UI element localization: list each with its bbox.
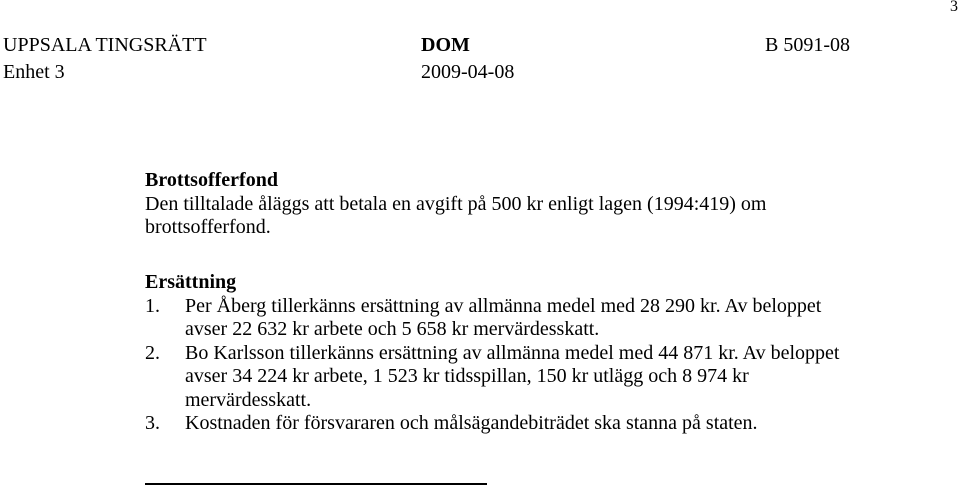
document-type-block (421, 32, 514, 86)
court-block (3, 32, 207, 86)
court-name: UPPSALA TINGSRÄTT (3, 34, 207, 56)
list-item-text: Per Åberg tillerkänns ersättning av allmänna medel med 28 290 kr. Av beloppet avser 22 632 kr arbete och 5 658 kr mervärdesskatt. (185, 294, 822, 340)
page-number: 3 (950, 0, 958, 15)
list-item (145, 295, 935, 342)
signature-line (145, 483, 487, 485)
list-item-text: Kostnaden för försvararen och målsägandebiträdet ska stanna på staten. (185, 412, 758, 434)
document-date: 2009-04-08 (421, 61, 515, 83)
list-item-number: 2. (145, 341, 160, 364)
document-type: DOM (421, 34, 470, 56)
list-item (145, 412, 935, 436)
list-item-text: Bo Karlsson tillerkänns ersättning av allmänna medel med 44 871 kr. Av beloppet avser 34 224 kr arbete, 1 523 kr tidsspillan, 150 kr utlägg och 8 974 kr mervärdesskatt. (185, 341, 840, 411)
case-number: B 5091-08 (765, 34, 850, 56)
section-brottsofferfond (145, 169, 935, 240)
section-heading-brottsofferfond: Brottsofferfond (145, 169, 278, 191)
list-item-number: 3. (145, 412, 160, 434)
section-heading-ersattning: Ersättning (145, 271, 237, 293)
court-unit: Enhet 3 (3, 61, 65, 83)
list-item (145, 342, 935, 413)
case-number-block (765, 32, 850, 59)
section-text-brottsofferfond: Den tilltalade åläggs att betala en avgift på 500 kr enligt lagen (1994:419) om brottsofferfond. (145, 192, 767, 238)
list-item-number: 1. (145, 294, 160, 317)
section-ersattning (145, 271, 935, 436)
